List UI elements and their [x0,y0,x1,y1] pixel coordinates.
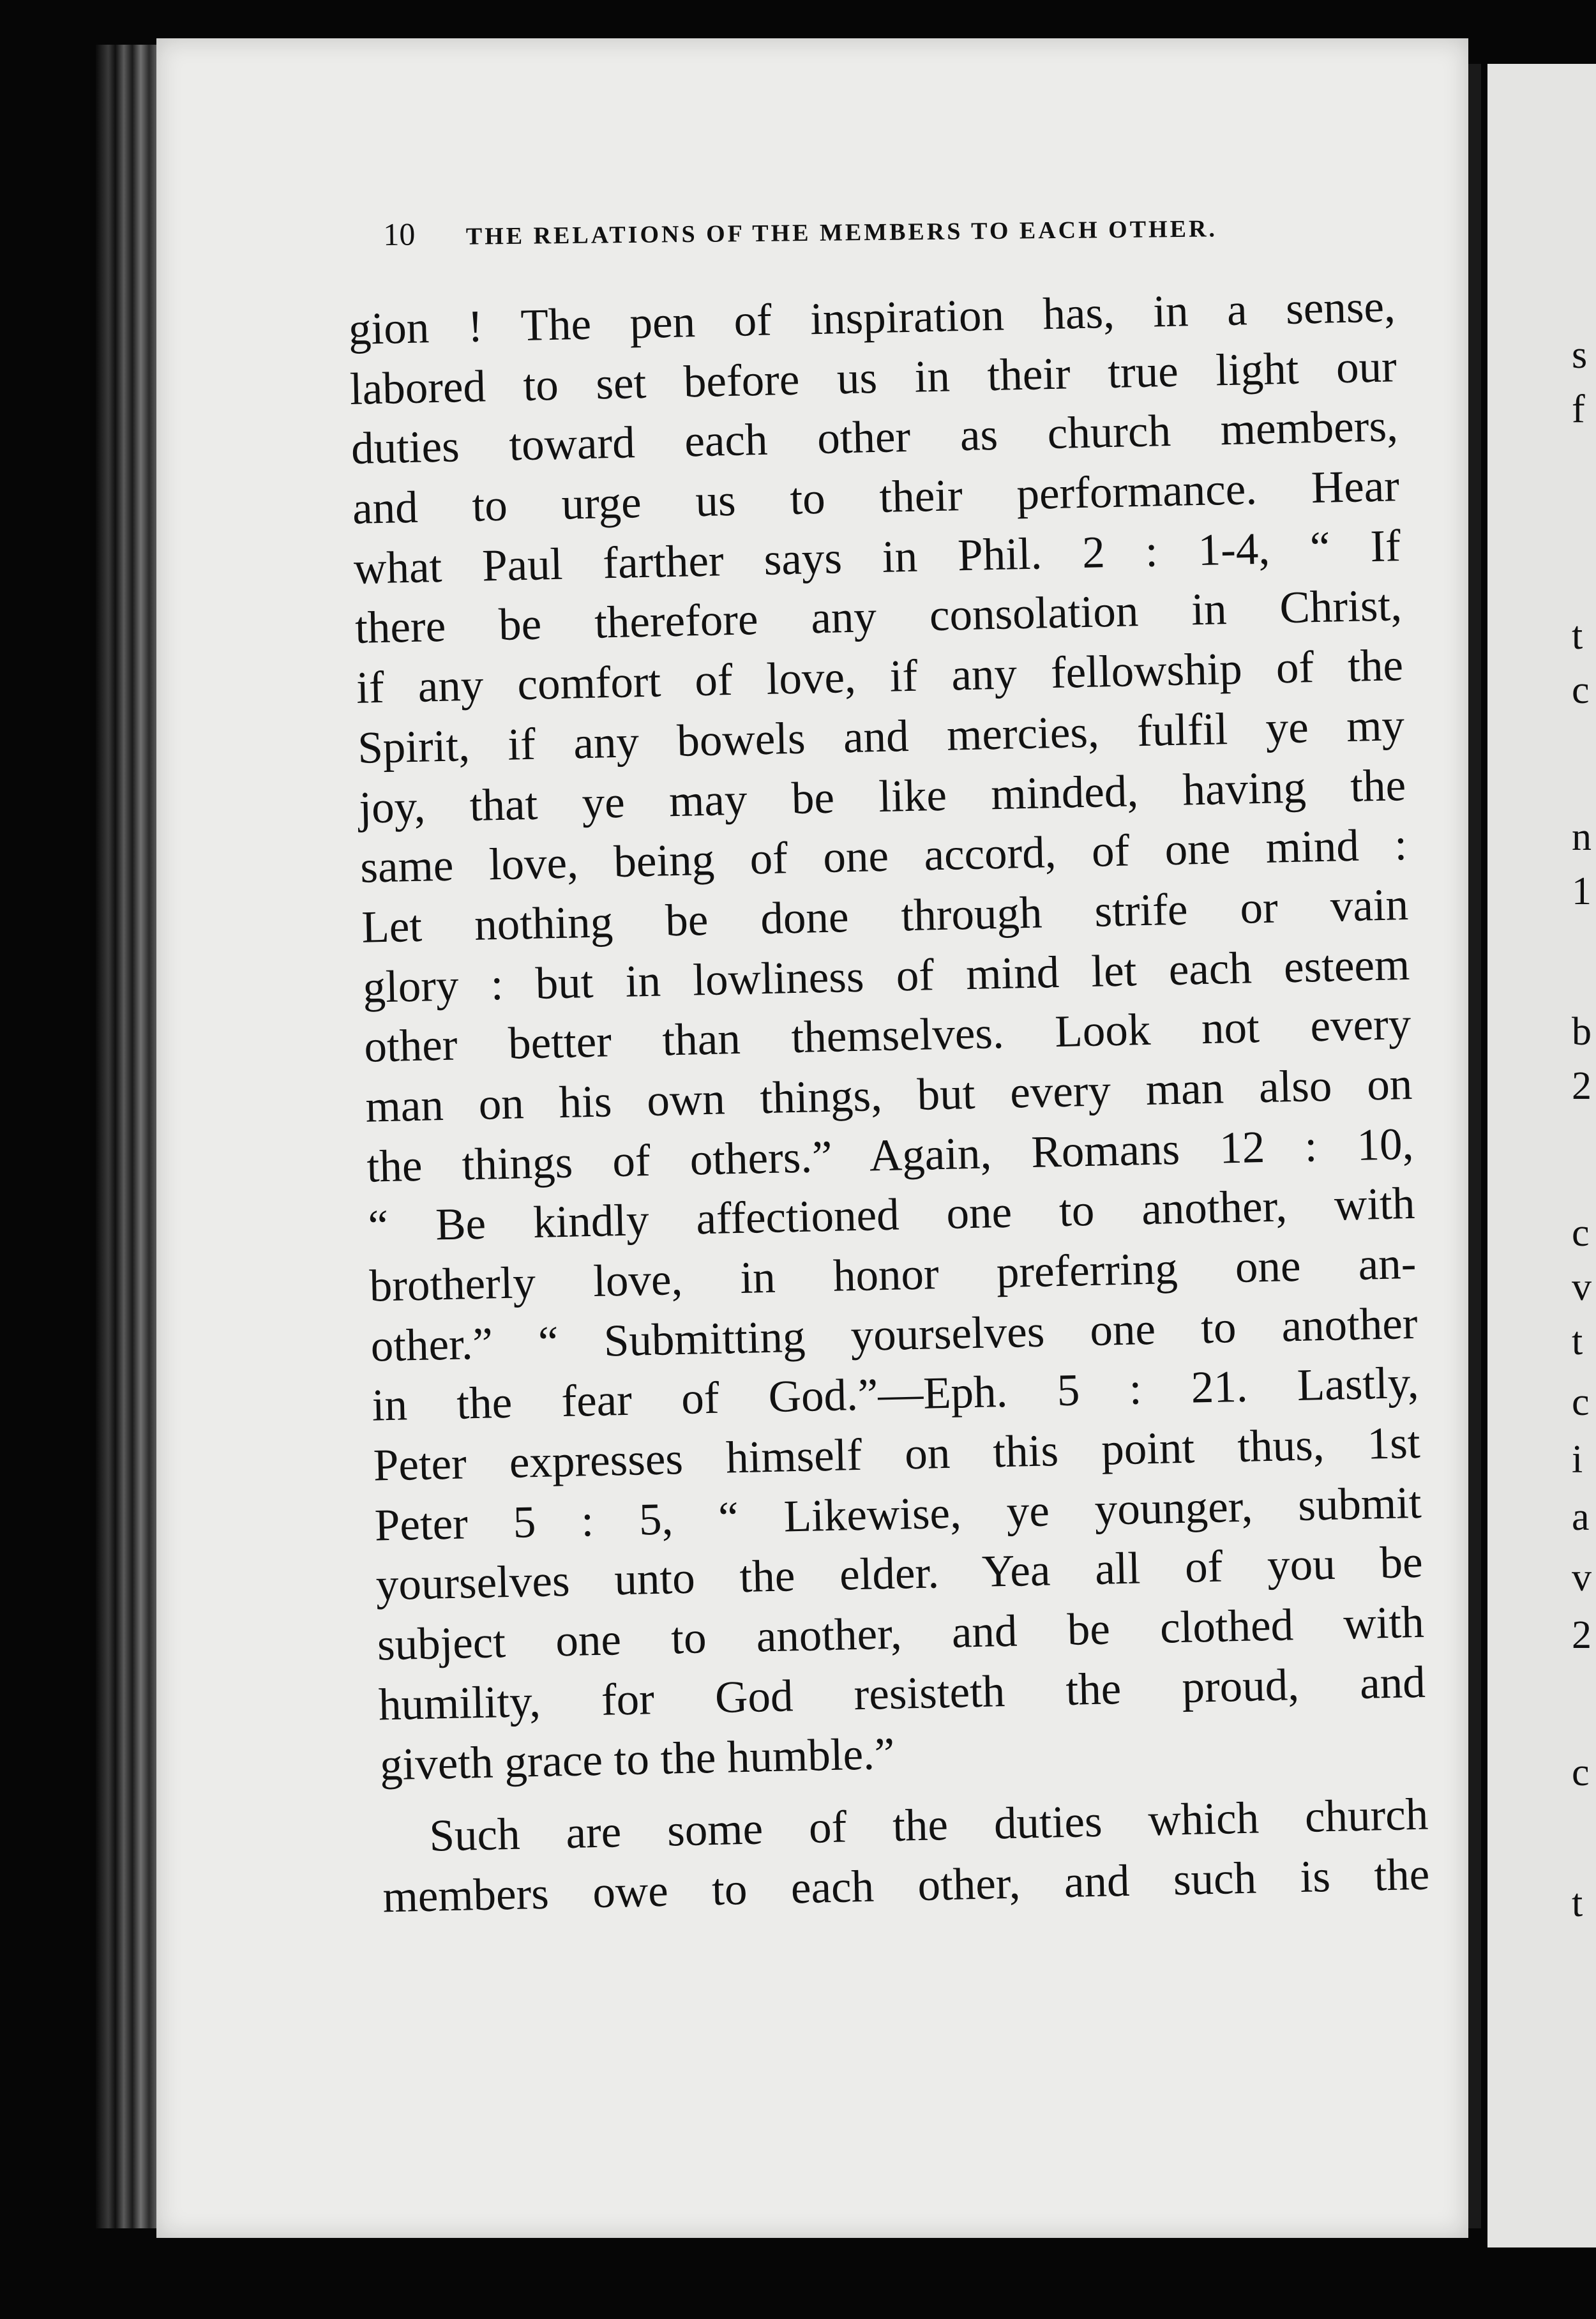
text-line: the things of others.” Again, Romans 12 : 10, [366,1119,1415,1192]
facing-page-fragment: c [1572,669,1590,712]
facing-page-fragment: c [1572,1751,1590,1794]
text-line: and to urge us to their performance. Hear [352,461,1400,534]
facing-page-fragment: t [1572,614,1583,658]
text-line: Peter expresses himself on this point thus, 1st [372,1417,1421,1491]
facing-page-fragment: t [1572,1320,1583,1363]
text-line: joy, that ye may be like minded, having the [358,760,1406,833]
facing-page-fragment: v [1572,1556,1592,1599]
facing-page-fragment: f [1572,388,1585,431]
facing-page-fragment: b [1572,1010,1592,1054]
text-line: brotherly love, in honor preferring one an- [368,1238,1417,1311]
book-spine [96,45,166,2228]
facing-page-fragment: a [1572,1495,1590,1539]
facing-page-fragment: c [1572,1380,1590,1424]
text-line: man on his own things, but every man also on [365,1059,1413,1132]
page-number: 10 [383,216,416,252]
facing-page-fragment: t [1572,1882,1583,1925]
text-line: giveth grace to the humble.” [379,1728,896,1790]
text-line: same love, being of one accord, of one mind : [359,820,1408,893]
facing-page-fragment: s [1572,333,1588,377]
text-line: other better than themselves. Look not every [363,999,1412,1072]
text-line: Such are some of the duties which church [428,1789,1429,1861]
text-line: Let nothing be done through strife or vain [361,879,1409,953]
facing-page-fragment: n [1572,815,1592,859]
text-line: humility, for God resisteth the proud, and [378,1657,1426,1730]
paragraph [348,277,1427,1795]
text-line: labored to set before us in their true light our [349,341,1397,414]
text-line: what Paul farther says in Phil. 2 : 1-4, “ If [353,520,1401,594]
paragraph [381,1785,1431,1928]
text-line: glory : but in lowliness of mind let each esteem [362,939,1410,1013]
facing-page-fragment: c [1572,1211,1590,1255]
facing-page-fragment: 2 [1572,1064,1592,1108]
text-line: yourselves unto the elder. Yea all of you be [375,1537,1424,1610]
text-line: subject one to another, and be clothed with [377,1597,1425,1670]
text-line: there be therefore any consolation in Christ, [354,580,1403,654]
text-line: “ Be kindly affectioned one to another, with [367,1179,1416,1251]
facing-page-fragment: 2 [1572,1613,1592,1657]
facing-page-fragment: 1 [1572,870,1592,913]
text-line: gion ! The pen of inspiration has, in a sense, [348,282,1396,354]
text-line: other.” “ Submitting yourselves one to another [370,1298,1419,1371]
facing-page-fragment: v [1572,1265,1592,1309]
page-gutter [1468,64,1481,2228]
text-line: in the fear of God.”—Eph. 5 : 21. Lastly, [371,1358,1420,1431]
running-head-title: THE RELATIONS OF THE MEMBERS TO EACH OTHER. [465,215,1218,250]
body-text [348,277,1430,1928]
text-line: members owe to each other, and such is the [382,1849,1431,1922]
text-line: duties toward each other as church members, [350,401,1399,474]
text-line: Spirit, if any bowels and mercies, fulfil ye my [357,700,1405,773]
facing-page-fragment: i [1572,1438,1583,1481]
text-line: if any comfort of love, if any fellowship of the [356,640,1404,713]
text-line: Peter 5 : 5, “ Likewise, ye younger, submit [374,1477,1422,1551]
